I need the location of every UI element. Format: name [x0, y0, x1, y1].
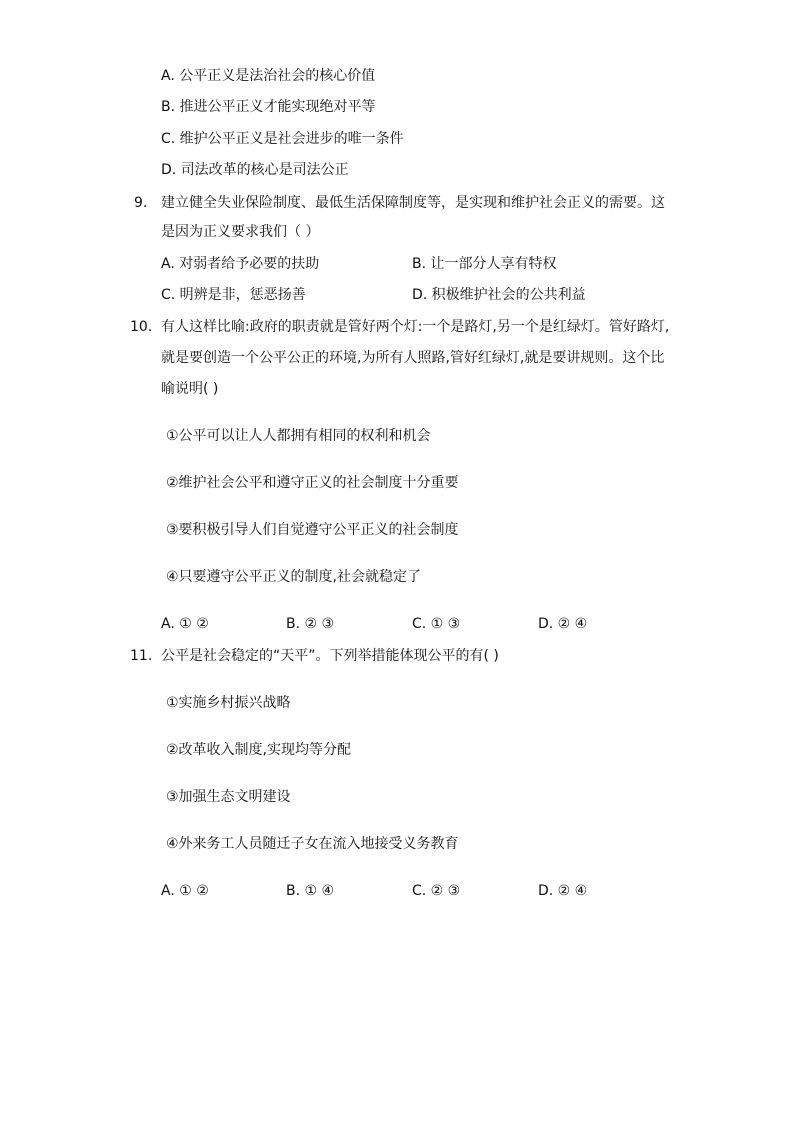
q11-statement-4: ④外来务工人员随迁子女在流入地接受义务教育 [166, 836, 459, 852]
q10-option-b: B. ② ③ [286, 616, 335, 632]
q10-option-d: D. ② ④ [538, 616, 588, 632]
q10-stem-line2: 就是要创造一个公平公正的环境,为所有人照路,管好红绿灯,就是要讲规则。这个比 [161, 350, 665, 366]
q10-statement-1: ①公平可以让人人都拥有相同的权利和机会 [166, 428, 431, 444]
q10-number: 10. [130, 319, 153, 335]
q11-statement-3: ③加强生态文明建设 [166, 789, 291, 805]
q9-option-d: D. 积极维护社会的公共利益 [412, 287, 586, 303]
q8-option-a: A. 公平正义是法治社会的核心价值 [161, 68, 376, 84]
q11-option-c: C. ② ③ [412, 883, 461, 899]
q9-option-b: B. 让一部分人享有特权 [412, 256, 557, 272]
q11-option-d: D. ② ④ [538, 883, 588, 899]
q10-stem-line1: 有人这样比喻:政府的职责就是管好两个灯:一个是路灯,另一个是红绿灯。管好路灯, [161, 319, 670, 335]
q10-statement-4: ④只要遵守公平正义的制度,社会就稳定了 [166, 569, 421, 585]
q10-stem-line3: 喻说明( ) [161, 381, 219, 397]
q10-option-c: C. ① ③ [412, 616, 461, 632]
q11-statement-1: ①实施乡村振兴战略 [166, 695, 291, 711]
q11-statement-2: ②改革收入制度,实现均等分配 [166, 742, 352, 758]
q10-option-a: A. ① ② [161, 616, 209, 632]
q11-number: 11. [130, 648, 153, 664]
q9-number: 9. [134, 195, 148, 211]
q11-stem-line1: 公平是社会稳定的“天平”。下列举措能体现公平的有( ) [161, 648, 499, 664]
q8-option-d: D. 司法改革的核心是司法公正 [161, 162, 349, 178]
q9-option-a: A. 对弱者给予必要的扶助 [161, 256, 320, 272]
q9-stem-line1: 建立健全失业保险制度、最低生活保障制度等，是实现和维护社会正义的需要。这 [161, 195, 665, 211]
q8-option-b: B. 推进公平正义才能实现绝对平等 [161, 99, 376, 115]
q11-option-b: B. ① ④ [286, 883, 335, 899]
q11-option-a: A. ① ② [161, 883, 209, 899]
q10-statement-2: ②维护社会公平和遵守正义的社会制度十分重要 [166, 475, 459, 491]
q8-option-c: C. 维护公平正义是社会进步的唯一条件 [161, 131, 404, 147]
q10-statement-3: ③要积极引导人们自觉遵守公平正义的社会制度 [166, 522, 459, 538]
q9-stem-line2: 是因为正义要求我们（ ） [161, 224, 320, 240]
q9-option-c: C. 明辨是非，惩恶扬善 [161, 287, 306, 303]
